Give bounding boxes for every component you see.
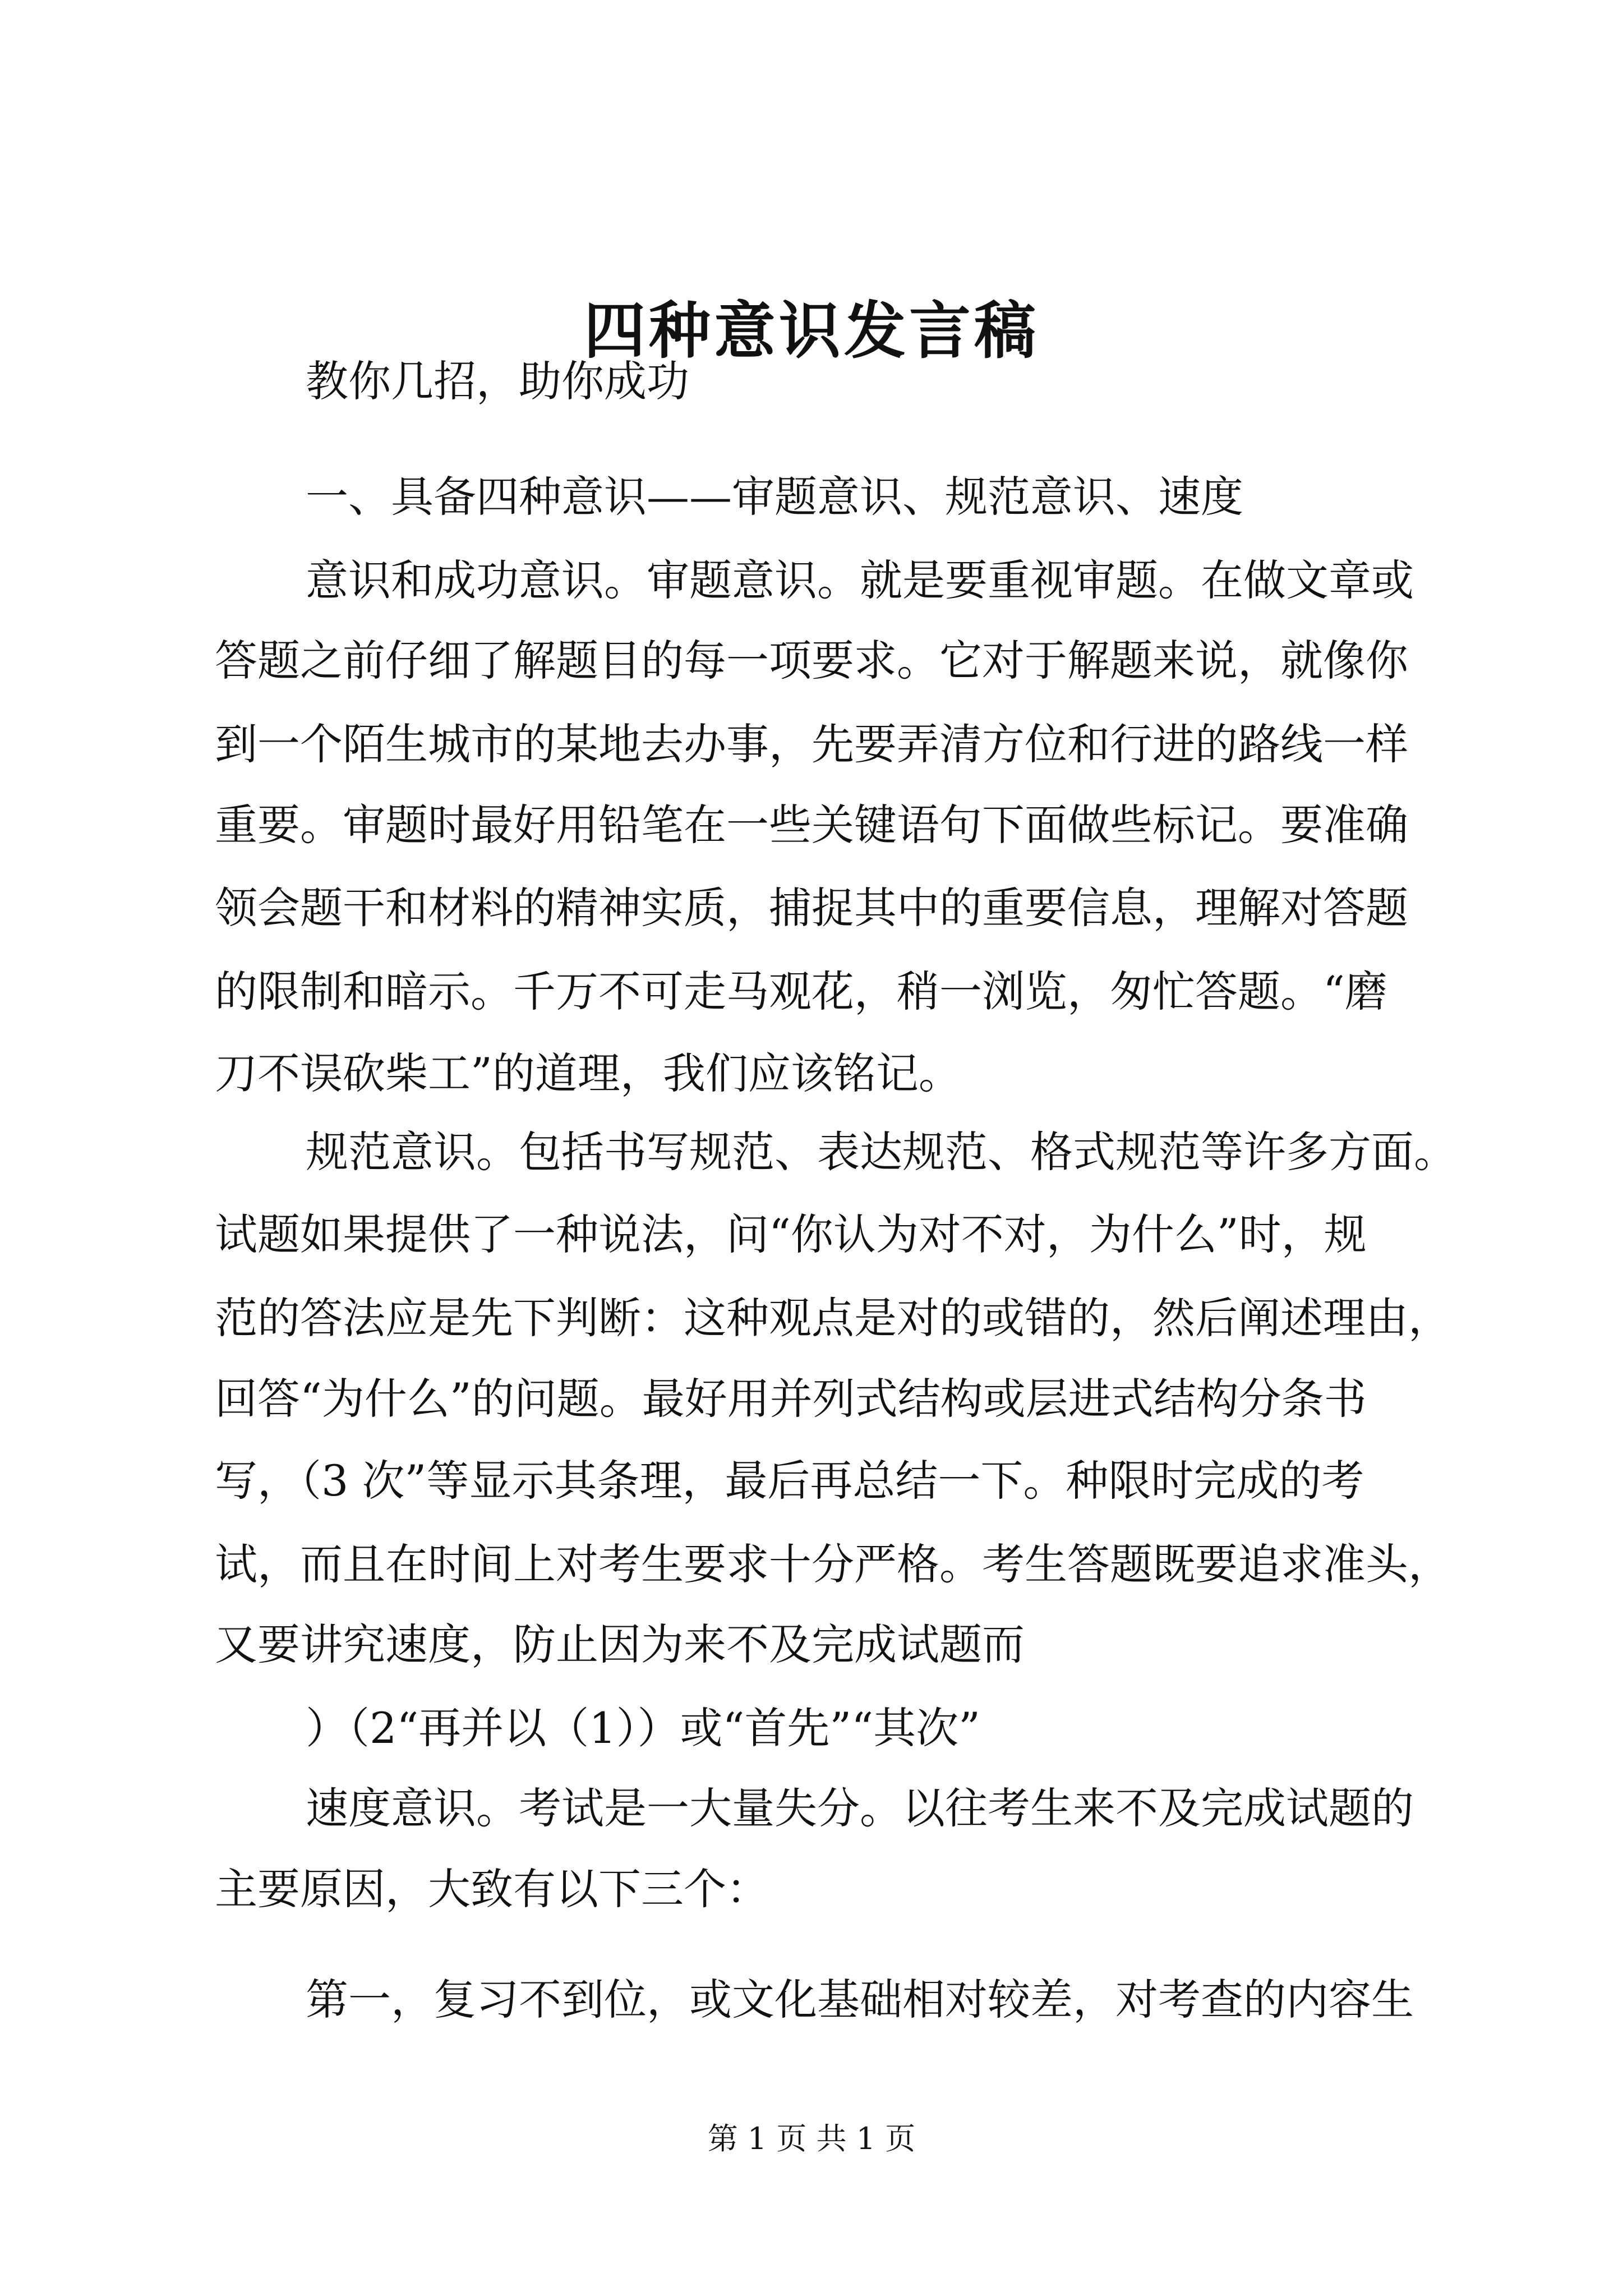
page-number: 第 1 页 共 1 页	[707, 2121, 916, 2156]
paragraph-line: 规范意识。包括书写规范、表达规范、格式规范等许多方面。	[306, 1127, 1456, 1177]
paragraph-line: 的限制和暗示。千万不可走马观花，稍一浏览，匆忙答题。“磨	[215, 967, 1387, 1016]
paragraph-line: 刀不误砍柴工”的道理，我们应该铭记。	[215, 1048, 961, 1098]
paragraph-line: 试题如果提供了一种说法，问“你认为对不对，为什么”时，规	[215, 1209, 1367, 1259]
paragraph-line: 重要。审题时最好用铅笔在一些关键语句下面做些标记。要准确	[215, 800, 1408, 850]
paragraph-line: ）（2“再并以（1））或“首先”“其次”	[306, 1703, 980, 1753]
paragraph-line: 范的答法应是先下判断：这种观点是对的或错的，然后阐述理由，	[215, 1293, 1451, 1343]
paragraph-line: 主要原因，大致有以下三个：	[215, 1864, 769, 1914]
paragraph-line: 到一个陌生城市的某地去办事，先要弄清方位和行进的路线一样	[215, 719, 1408, 769]
paragraph-line: 速度意识。考试是一大量失分。以往考生来不及完成试题的	[306, 1783, 1414, 1833]
paragraph-line: 又要讲究速度，防止因为来不及完成试题而	[215, 1619, 1025, 1669]
paragraph-line: 一、具备四种意识——审题意识、规范意识、速度	[306, 472, 1243, 522]
paragraph-line: 写，（3 次”等显示其条理，最后再总结一下。种限时完成的考	[215, 1456, 1364, 1506]
paragraph-line: 试，而且在时间上对考生要求十分严格。考生答题既要追求准头，	[215, 1539, 1451, 1589]
document-title: 四种意识发言稿	[584, 295, 1039, 367]
paragraph-line: 答题之前仔细了解题目的每一项要求。它对于解题来说，就像你	[215, 636, 1408, 685]
paragraph-line: 教你几招，助你成功	[306, 356, 689, 406]
paragraph-line: 领会题干和材料的精神实质，捕捉其中的重要信息，理解对答题	[215, 883, 1408, 933]
paragraph-line: 第一，复习不到位，或文化基础相对较差，对考查的内容生	[306, 1975, 1414, 2024]
paragraph-line: 回答“为什么”的问题。最好用并列式结构或层进式结构分条书	[215, 1374, 1367, 1424]
paragraph-line: 意识和成功意识。审题意识。就是要重视审题。在做文章或	[306, 555, 1414, 605]
